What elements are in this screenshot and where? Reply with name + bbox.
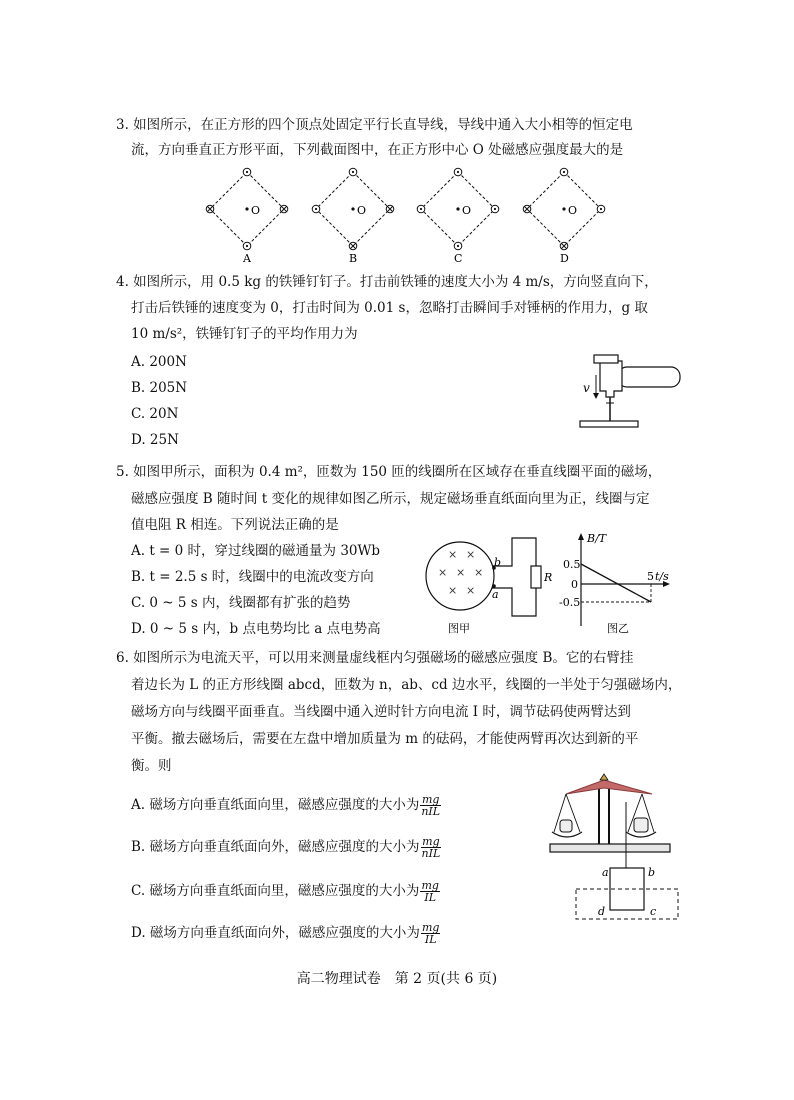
q5-option-c: C. 0 ~ 5 s 内，线圈都有扩张的趋势 xyxy=(131,595,351,611)
q3-diagram-D xyxy=(527,172,601,265)
q4-line3: 10 m/s²，铁锤钉钉子的平均作用力为 xyxy=(131,326,358,342)
fig-a-caption: 图甲 xyxy=(448,622,470,635)
q5-line2: 磁感应强度 B 随时间 t 变化的规律如图乙所示，规定磁场垂直纸面向里为正，线圈与定 xyxy=(131,491,650,507)
y-axis-label: B/T xyxy=(587,532,607,545)
wire-left xyxy=(206,205,214,213)
coil-label-d: d xyxy=(598,905,606,918)
field-into-page-mark: × xyxy=(448,584,458,597)
wire-bottom xyxy=(560,242,568,250)
wire-top xyxy=(349,168,357,176)
x-tick-5: 5 xyxy=(647,570,654,583)
q6-option-d: D. 磁场方向垂直纸面向外，磁感应强度的大小为 $\frac{mg}{IL}$ xyxy=(131,921,440,946)
wire-top xyxy=(243,168,251,176)
wire-top xyxy=(454,168,462,176)
wire-left xyxy=(523,205,531,213)
q6-option-b: B. 磁场方向垂直纸面向外，磁感应强度的大小为 $\frac{mg}{\text{nIL}}$ xyxy=(131,835,441,860)
x-axis-label: t/s xyxy=(655,570,669,583)
option-label: C xyxy=(454,252,463,265)
field-into-page-mark: × xyxy=(466,584,476,597)
wire-bottom xyxy=(243,242,251,250)
terminal-b-label: b xyxy=(494,556,502,569)
wire-right xyxy=(280,205,288,213)
center-label-o: O xyxy=(462,204,472,217)
fraction: $\frac{mg}{\text{nIL}}$ xyxy=(421,835,441,860)
current-balance-figure xyxy=(540,772,690,932)
wire-right xyxy=(597,205,605,213)
field-into-page-mark: × xyxy=(438,566,448,579)
center-point xyxy=(456,207,459,210)
y-tick-0: 0 xyxy=(571,578,578,591)
wire-top xyxy=(560,168,568,176)
q5-line1: 5. 如图甲所示，面积为 0.4 m²，匝数为 150 匝的线圈所在区域存在垂直线圈平面的磁场， xyxy=(116,464,662,480)
y-tick-0-5: 0.5 xyxy=(563,558,581,571)
coil-label-a: a xyxy=(602,866,609,879)
q3-diagram-B xyxy=(316,172,390,265)
q5-option-a: A. t = 0 时，穿过线圈的磁通量为 30Wb xyxy=(131,543,381,559)
terminal-a-label: a xyxy=(492,588,499,601)
center-label-o: O xyxy=(568,204,578,217)
q6-option-a: A. 磁场方向垂直纸面向里，磁感应强度的大小为 $\frac{mg}{\text{nIL}}$ xyxy=(131,793,441,818)
y-tick-neg-0-5: -0.5 xyxy=(559,596,581,609)
option-label: A xyxy=(243,252,251,265)
center-point xyxy=(245,207,248,210)
wire-right xyxy=(491,205,499,213)
q4-option-c: C. 20N xyxy=(131,406,179,422)
q4-line1: 4. 如图所示，用 0.5 kg 的铁锤钉钉子。打击前铁锤的速度大小为 4 m/s，方向竖直向下， xyxy=(116,274,658,290)
q6-option-c: C. 磁场方向垂直纸面向里，磁感应强度的大小为 $\frac{mg}{IL}$ xyxy=(131,879,439,904)
center-point xyxy=(351,207,354,210)
q6-line4: 平衡。撤去磁场后，需要在左盘中增加质量为 m 的砝码，才能使两臂再次达到新的平 xyxy=(131,731,639,747)
option-label: D xyxy=(560,252,569,265)
fraction: $\frac{mg}{IL}$ xyxy=(421,921,440,946)
field-into-page-mark: × xyxy=(474,566,484,579)
q3-figure xyxy=(0,160,794,265)
wire-left xyxy=(312,205,320,213)
fraction: $\frac{mg}{IL}$ xyxy=(421,879,439,904)
q4-line2: 打击后铁锤的速度变为 0，打击时间为 0.01 s，忽略打击瞬间手对锤柄的作用力，g 取 xyxy=(131,300,648,316)
wire-bottom xyxy=(349,242,357,250)
coil-label-b: b xyxy=(648,866,656,879)
q6-line3: 磁场方向与线圈平面垂直。当线圈中通入逆时针方向电流 I 时，调节砝码使两臂达到 xyxy=(131,704,631,720)
q5-option-d: D. 0 ~ 5 s 内，b 点电势均比 a 点电势高 xyxy=(131,621,381,637)
center-label-o: O xyxy=(251,204,261,217)
q5-line3: 值电阻 R 相连。下列说法正确的是 xyxy=(131,517,339,533)
q3-line2: 流，方向垂直正方形平面，下列截面图中，在正方形中心 O 处磁感应强度最大的是 xyxy=(131,142,624,158)
resistor-label: R xyxy=(544,571,553,584)
page-footer: 高二物理试卷 第 2 页(共 6 页) xyxy=(296,971,498,987)
option-label: B xyxy=(349,252,358,265)
field-into-page-mark: × xyxy=(456,566,466,579)
q6-line1: 6. 如图所示为电流天平，可以用来测量虚线框内匀强磁场的磁感应强度 B。它的右臂挂 xyxy=(116,650,634,666)
q6-line5: 衡。则 xyxy=(131,758,172,774)
q6-line2: 着边长为 L 的正方形线圈 abcd，匝数为 n，ab、cd 边水平，线圈的一半处于匀强磁场内， xyxy=(131,677,682,693)
field-into-page-mark: × xyxy=(466,548,476,561)
q4-option-a: A. 200N xyxy=(131,354,187,370)
center-label-o: O xyxy=(357,204,367,217)
q3-diagram-A xyxy=(210,172,284,265)
fig-b-caption: 图乙 xyxy=(607,622,629,635)
wire-left xyxy=(417,205,425,213)
b-t-graph xyxy=(559,528,683,638)
q4-option-b: B. 205N xyxy=(131,380,188,396)
center-point xyxy=(562,207,565,210)
field-into-page-mark: × xyxy=(448,548,458,561)
fraction: $\frac{mg}{\text{nIL}}$ xyxy=(421,793,441,818)
velocity-label: v xyxy=(583,381,590,395)
hammer-figure xyxy=(570,345,700,435)
q3-diagram-C xyxy=(421,172,495,265)
coil-circuit-figure xyxy=(420,528,560,638)
coil-label-c: c xyxy=(650,905,657,918)
q5-option-b: B. t = 2.5 s 时，线圈中的电流改变方向 xyxy=(131,569,374,585)
wire-right xyxy=(386,205,394,213)
wire-bottom xyxy=(454,242,462,250)
q4-option-d: D. 25N xyxy=(131,432,179,448)
q3-line1: 3. 如图所示，在正方形的四个顶点处固定平行长直导线，导线中通入大小相等的恒定电 xyxy=(116,117,633,133)
